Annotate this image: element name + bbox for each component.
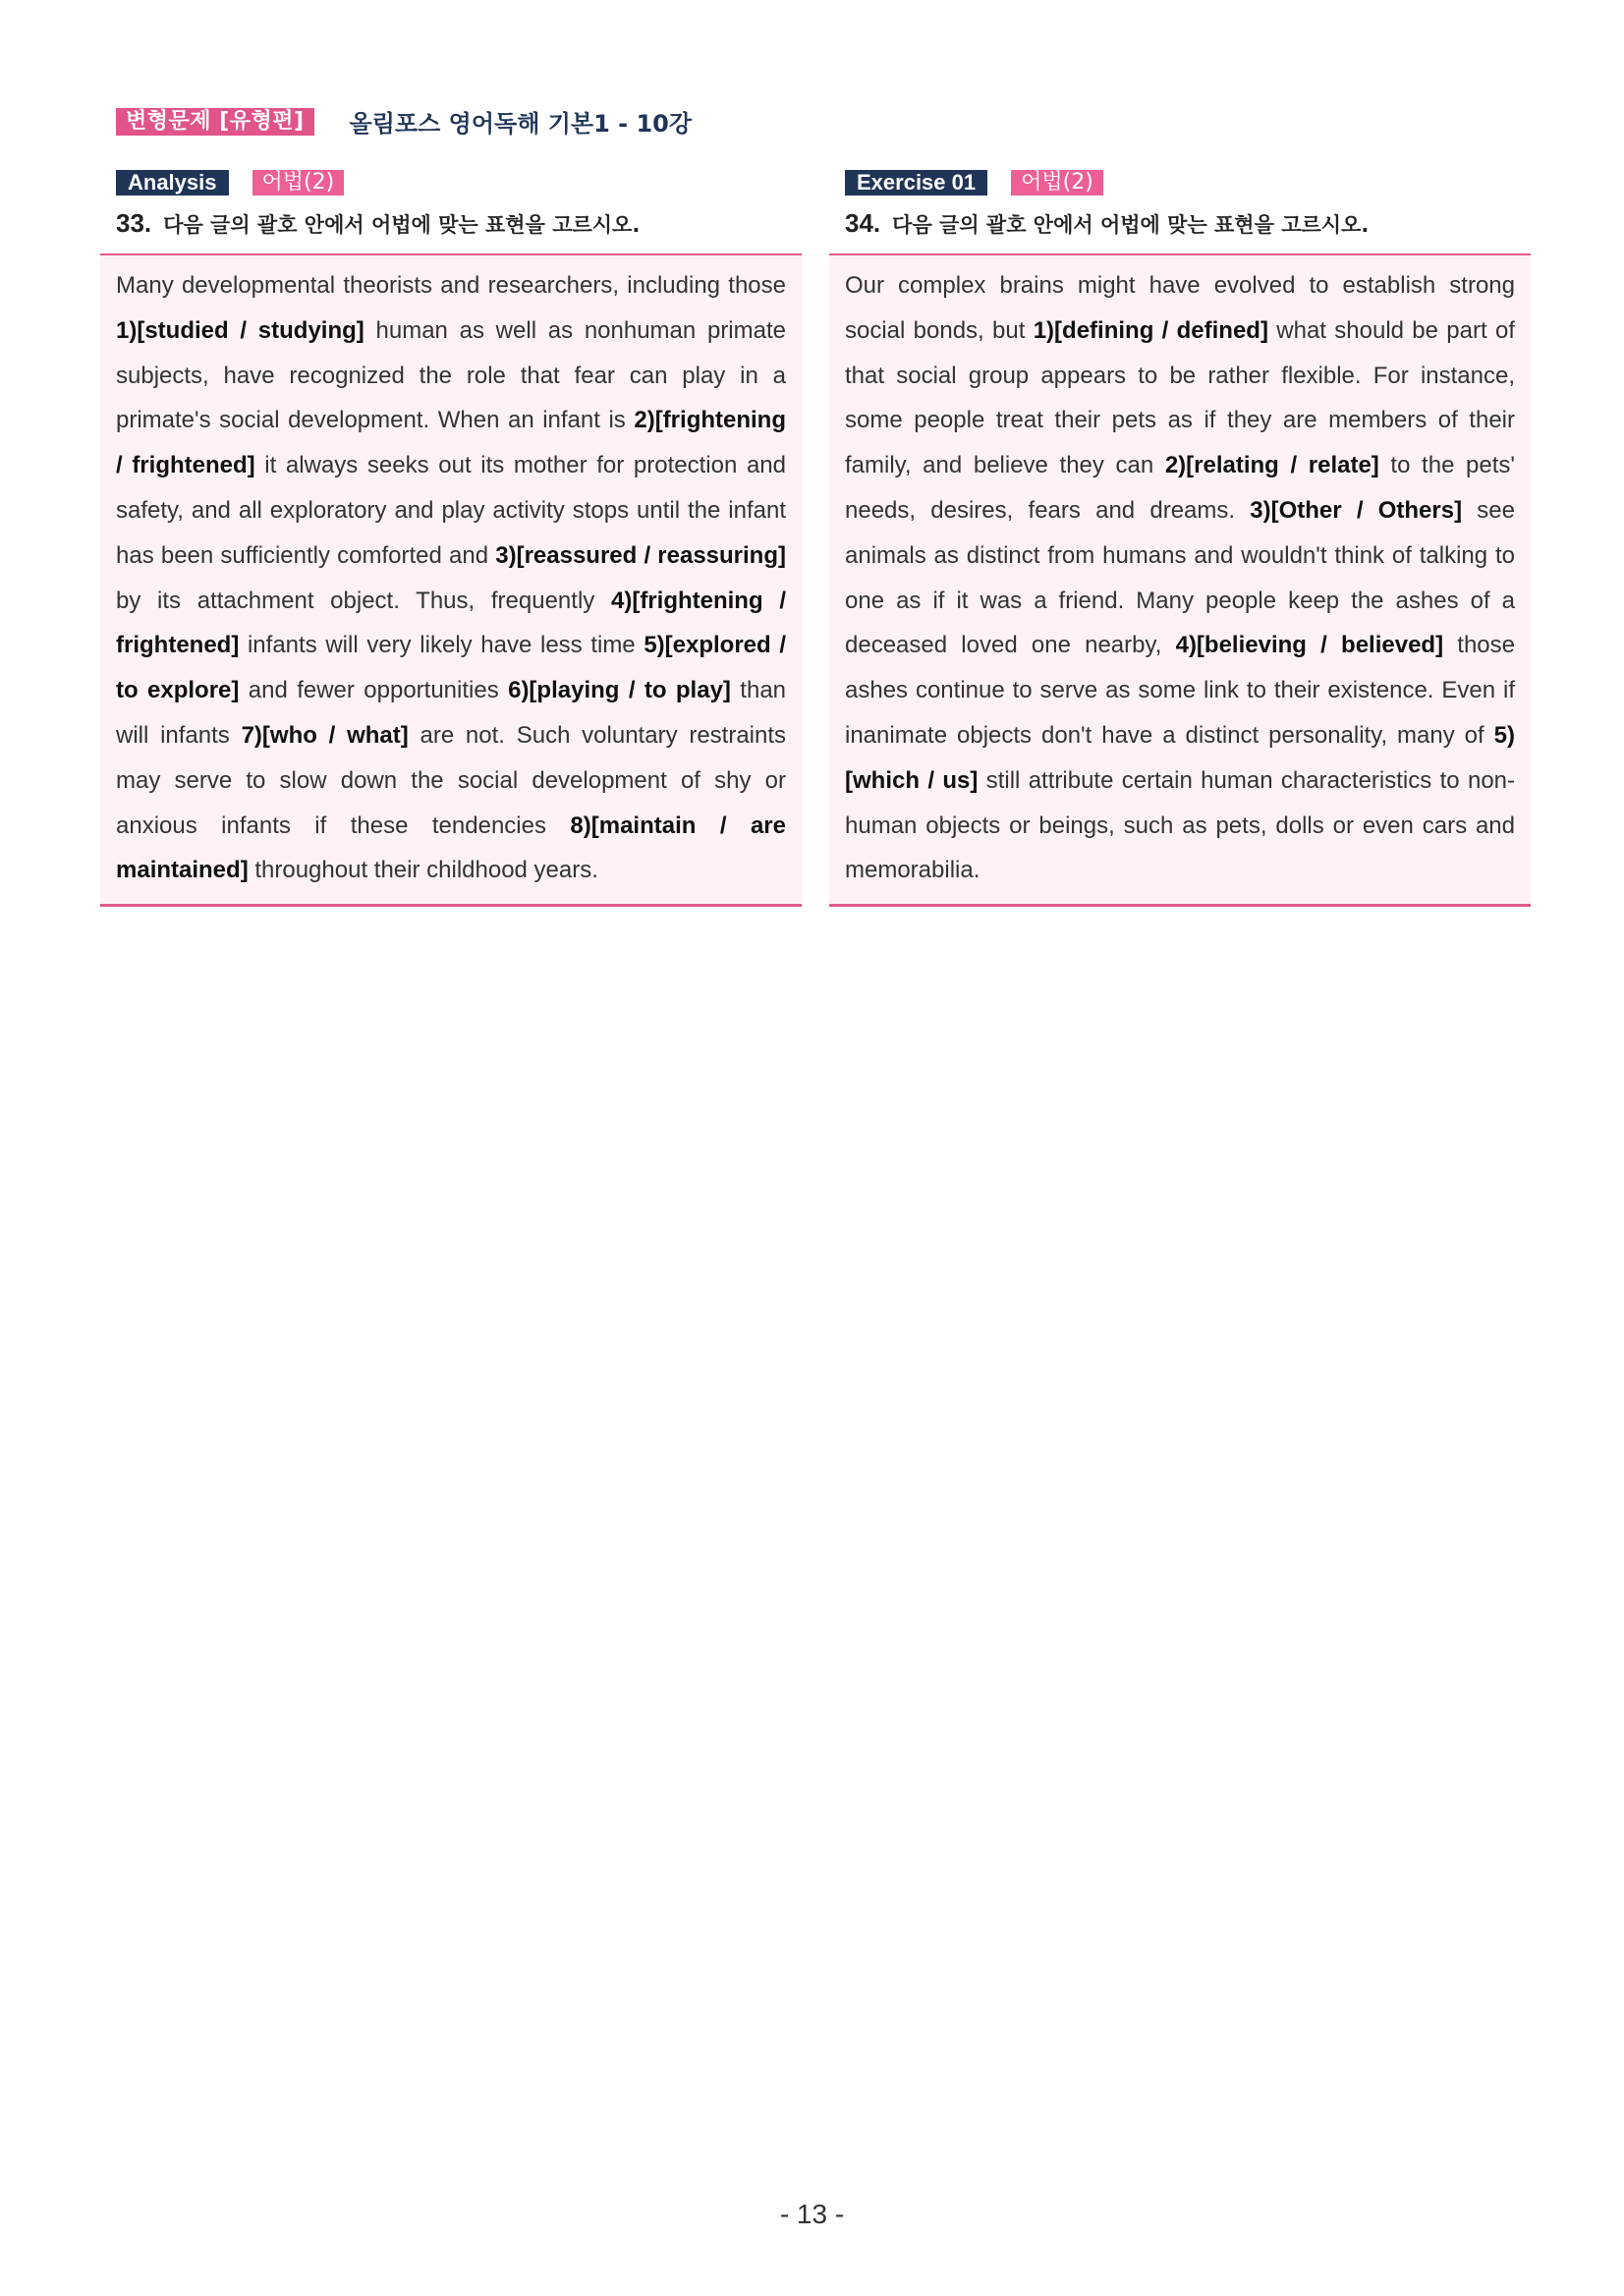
page-title: 올림포스 영어독해 기본1 - 10강 [349,110,693,138]
passage-text: Our complex brains might have evolved to establish strong social bonds, but [845,272,1515,344]
question-instruction: 다음 글의 괄호 안에서 어법에 맞는 표현을 고르시오. [892,213,1370,237]
page-header [116,104,692,139]
answer-choice: 1)[studied / studying] [116,316,364,344]
question-number: 33. [116,208,152,238]
passage-text: what should be part of that social group appears to be rather flexible. For instance, some people treat their pets as if they are members of their family, and believe they can [845,316,1515,479]
passage-text: still attribute certain human characteristics to non-human objects or beings, such as pets, dolls or even cars and memorabilia. [845,766,1516,884]
passage-text: than will infants [116,677,787,749]
passage-text: those ashes continue to serve as some link to their existence. Even if inanimate objects don't have a distinct personality, many of [845,632,1515,749]
passage-text: are not. Such voluntary restraints may serve to slow down the social development of shy or anxious infants if these tendencies [116,721,787,839]
answer-choice: 4)[frightening / frightened] [116,587,786,659]
answer-choice: 5)[explored / to explore] [116,632,786,704]
answer-choice: 2)[frightening / frightened] [116,407,786,479]
grammar-tag: 어법(2) [1011,170,1103,196]
passage-text: human as well as nonhuman primate subjects, have recognized the role that fear can play in a primate's social development. When an infant is [116,316,786,434]
grammar-tag: 어법(2) [252,170,345,196]
passage-text: by its attachment object. Thus, frequently [116,587,611,614]
passage-text: throughout their childhood years. [248,857,598,884]
passage-box [829,253,1531,907]
passage-text: and fewer opportunities [239,677,509,704]
exercise-label: Exercise 01 [845,170,987,196]
exercise-column [829,169,1531,907]
passage-text: Many developmental theorists and researchers, including those [116,272,786,299]
answer-choice: 1)[defining / defined] [1033,316,1268,344]
question-heading [100,208,802,240]
passage-text: see animals as distinct from humans and wouldn't think of talking to one as if it was a friend. Many people keep the ashes of a deceased loved one nearby, [845,496,1515,659]
answer-choice: 8)[maintain / are maintained] [116,812,786,884]
answer-choice: 7)[who / what] [241,721,409,749]
answer-choice: 5)[which / us] [845,721,1515,794]
answer-choice: 3)[reassured / reassuring] [495,541,786,569]
question-heading [829,208,1531,240]
page-number: - 13 - [779,2199,845,2229]
answer-choice: 2)[relating / relate] [1164,452,1379,479]
analysis-labels [100,169,802,196]
passage-text: infants will very likely have less time [239,632,644,659]
question-number: 34. [845,208,881,238]
question-instruction: 다음 글의 괄호 안에서 어법에 맞는 표현을 고르시오. [163,213,641,237]
passage-text: to the pets' needs, desires, fears and dreams. [845,452,1515,524]
passage-box [100,253,802,907]
exercise-labels [829,169,1531,196]
answer-choice: 6)[playing / to play] [508,677,731,704]
answer-choice: 4)[believing / believed] [1175,632,1444,659]
answer-choice: 3)[Other / Others] [1250,496,1463,524]
passage-text: it always seeks out its mother for protection and safety, and all exploratory and play activity stops until the infant has been sufficiently comforted and [116,452,787,569]
analysis-label: Analysis [116,170,229,196]
analysis-column [100,169,802,907]
section-tag: 변형문제 [유형편] [116,108,314,136]
